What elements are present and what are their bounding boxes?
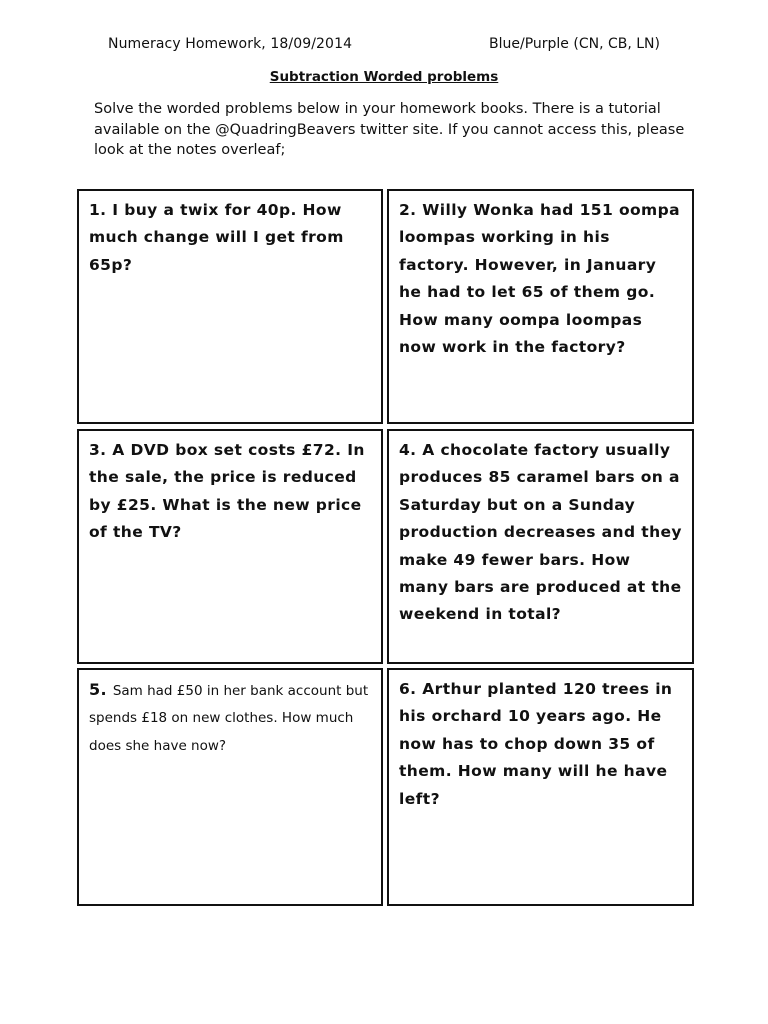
problem-text: A chocolate factory usually produces 85 caramel bars on a Saturday but on a Sunday production decreases and they make 49 fewer bars. How many bars are produced at the weekend in total? (399, 441, 682, 624)
problem-box-3 (77, 429, 383, 664)
problem-text: A DVD box set costs £72. In the sale, the price is reduced by £25. What is the new price of the TV? (89, 441, 365, 542)
problem-number: 5. (89, 680, 108, 699)
problem-text: Sam had £50 in her bank account but spends £18 on new clothes. How much does she have now? (89, 683, 369, 754)
problem-box-4 (387, 429, 694, 664)
problem-number: 1. (89, 201, 107, 219)
problem-number: 2. (399, 201, 417, 219)
header-date: Numeracy Homework, 18/09/2014 (108, 36, 353, 52)
problem-box-6 (387, 668, 694, 906)
problem-number: 3. (89, 441, 107, 459)
problem-text: Arthur planted 120 trees in his orchard 10 years ago. He now has to chop down 35 of them. How many will he have left? (399, 680, 673, 808)
problem-box-5 (77, 668, 383, 906)
instructions: Solve the worded problems below in your homework books. There is a tutorial available on the @QuadringBeavers twitter site. If you cannot access this, please look at the notes overleaf; (94, 101, 685, 158)
problem-number: 6. (399, 680, 417, 698)
problem-number: 4. (399, 441, 417, 459)
problem-grid (77, 189, 694, 906)
problem-text: Willy Wonka had 151 oompa loompas working in his factory. However, in January he had to let 65 of them go. How many oompa loompas now work in the factory? (399, 201, 680, 357)
header-group: Blue/Purple (CN, CB, LN) (489, 36, 660, 52)
problem-text: I buy a twix for 40p. How much change will I get from 65p? (89, 201, 344, 274)
problem-box-2 (387, 189, 694, 424)
page-title: Subtraction Worded problems (269, 69, 499, 85)
problem-box-1 (77, 189, 383, 424)
